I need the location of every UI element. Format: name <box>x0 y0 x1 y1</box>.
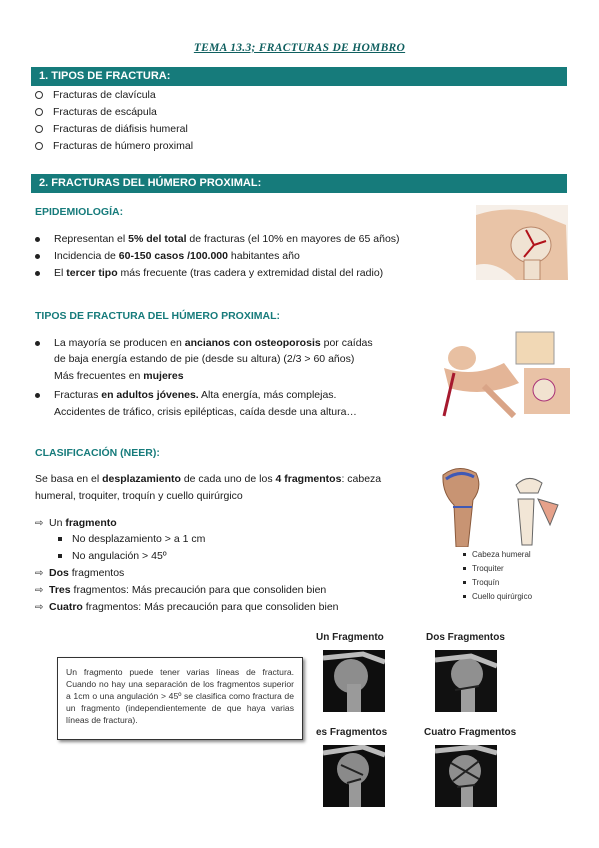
bullet-circle-icon <box>35 108 43 116</box>
text: Más frecuentes en <box>54 370 144 382</box>
list-item <box>35 232 465 247</box>
arrow-right-icon: ⇨ <box>35 585 44 596</box>
xray-four-fragments-image <box>435 745 497 807</box>
bullet-square-icon <box>58 554 62 558</box>
xray-label: Un Fragmento <box>316 632 384 643</box>
bullet-dot-icon <box>35 393 40 398</box>
xray-three-fragments-image <box>323 745 385 807</box>
fracture-types-heading: TIPOS DE FRACTURA DEL HÚMERO PROXIMAL: <box>35 310 281 322</box>
text: de cada uno de los <box>180 473 276 485</box>
text-bold: en adultos jóvenes. <box>101 389 199 401</box>
fragment-item <box>35 566 455 581</box>
section-2-heading-text: 2. FRACTURAS DEL HÚMERO PROXIMAL: <box>39 177 262 189</box>
legend-item <box>463 590 532 604</box>
text-bold: ancianos con osteoporosis <box>184 337 321 349</box>
xray-label: Dos Fragmentos <box>426 632 505 643</box>
text: fragmentos <box>68 567 125 579</box>
section-2-heading <box>31 174 567 193</box>
epidemiology-heading: EPIDEMIOLOGÍA: <box>35 206 124 218</box>
section-1-heading <box>31 67 567 86</box>
sub-item <box>58 549 478 564</box>
list-item <box>35 122 455 137</box>
text: más frecuente (tras cadera y extremidad distal del radio) <box>117 267 384 279</box>
xray-label: Cuatro Fragmentos <box>424 727 517 738</box>
list-item <box>35 139 455 154</box>
bullet-square-icon <box>58 537 62 541</box>
arrow-right-icon: ⇨ <box>35 568 44 579</box>
list-item <box>35 266 465 281</box>
neer-intro <box>35 471 435 505</box>
shoulder-fracture-illustration <box>476 205 568 280</box>
humerus-fragments-illustration <box>438 465 568 547</box>
list-item <box>35 336 425 351</box>
text-bold: Tres <box>49 584 71 596</box>
bullet-dot-icon <box>35 341 40 346</box>
text: No angulación > 45º <box>72 550 167 562</box>
bullet-circle-icon <box>35 142 43 150</box>
fragment-item <box>35 600 455 615</box>
bullet-dot-icon <box>35 254 40 259</box>
legend-item <box>463 548 532 562</box>
list-item <box>35 88 455 103</box>
page-title: TEMA 13.3; FRACTURAS DE HOMBRO <box>193 42 406 54</box>
text-bold: Dos <box>49 567 69 579</box>
xray-one-fragment-image <box>323 650 385 712</box>
text: La mayoría se producen en <box>54 337 185 349</box>
text: fragmentos: Más precaución para que consoliden bien <box>82 601 339 613</box>
text: Cabeza humeral <box>472 550 531 559</box>
text-bold: 60-150 casos /100.000 <box>118 250 228 262</box>
text: Troquín <box>472 578 500 587</box>
bullet-square-icon <box>463 581 466 584</box>
xray-label: es Fragmentos <box>316 727 388 738</box>
list-item-continuation <box>54 369 434 384</box>
text: Se basa en el <box>35 473 103 485</box>
text-bold: mujeres <box>143 370 184 382</box>
fragment-item <box>35 516 455 531</box>
text: Incidencia de <box>54 250 119 262</box>
note-box: Un fragmento puede tener varias líneas de fractura. Cuando no hay una separación de los fragmentos superior a 1cm o una angulación > 45º se clasifica como fractura de un fragmento (independientemente de que haya varias líneas de fractura). <box>57 657 303 740</box>
list-item-text: Fracturas de diáfisis humeral <box>53 123 188 135</box>
xray-two-fragments-image <box>435 650 497 712</box>
list-item <box>35 105 455 120</box>
text: Representan el <box>54 233 129 245</box>
arrow-right-icon: ⇨ <box>35 602 44 613</box>
list-item <box>35 249 465 264</box>
text-bold: desplazamiento <box>102 473 181 485</box>
text: El <box>54 267 67 279</box>
neer-heading: CLASIFICACIÓN (NEER): <box>35 447 160 459</box>
text: habitantes año <box>227 250 300 262</box>
list-item-text: Fracturas de escápula <box>53 106 157 118</box>
text: por caídas <box>320 337 373 349</box>
text: No desplazamiento > a 1 cm <box>72 533 206 545</box>
text: fragmentos: Más precaución para que consoliden bien <box>70 584 327 596</box>
list-item-continuation: Accidentes de tráfico, crisis epilépticas, caída desde una altura… <box>54 406 357 418</box>
text: Troquiter <box>472 564 504 573</box>
list-item-text: Fracturas de clavícula <box>53 89 156 101</box>
bullet-circle-icon <box>35 125 43 133</box>
text: Alta energía, más complejas. <box>198 389 337 401</box>
list-item <box>35 388 425 403</box>
section-1-heading-text: 1. TIPOS DE FRACTURA: <box>39 70 171 82</box>
bullet-square-icon <box>463 595 466 598</box>
arrow-right-icon: ⇨ <box>35 518 44 529</box>
sub-item <box>58 532 478 547</box>
text: : cabeza <box>341 473 382 485</box>
text-bold: tercer tipo <box>66 267 118 279</box>
fragment-item <box>35 583 455 598</box>
bullet-dot-icon <box>35 271 40 276</box>
bullet-circle-icon <box>35 91 43 99</box>
text-bold: fragmento <box>65 517 117 529</box>
text: Cuello quirúrgico <box>472 592 533 601</box>
text: Un <box>49 517 66 529</box>
legend-item <box>463 562 532 576</box>
bullet-square-icon <box>463 567 466 570</box>
neer-legend <box>463 548 532 604</box>
list-item-continuation: de baja energía estando de pie (desde su altura) (2/3 > 60 años) <box>54 353 355 365</box>
bullet-dot-icon <box>35 237 40 242</box>
text-bold: 5% del total <box>128 233 187 245</box>
legend-item <box>463 576 532 590</box>
fall-injury-illustration <box>424 328 574 420</box>
text-bold: Cuatro <box>49 601 83 613</box>
text-bold: 4 fragmentos <box>275 473 342 485</box>
list-item-text: Fracturas de húmero proximal <box>53 140 194 152</box>
text: de fracturas (el 10% en mayores de 65 años) <box>186 233 400 245</box>
text: humeral, troquiter, troquín y cuello quirúrgico <box>35 490 243 502</box>
text: Fracturas <box>54 389 102 401</box>
bullet-square-icon <box>463 553 466 556</box>
